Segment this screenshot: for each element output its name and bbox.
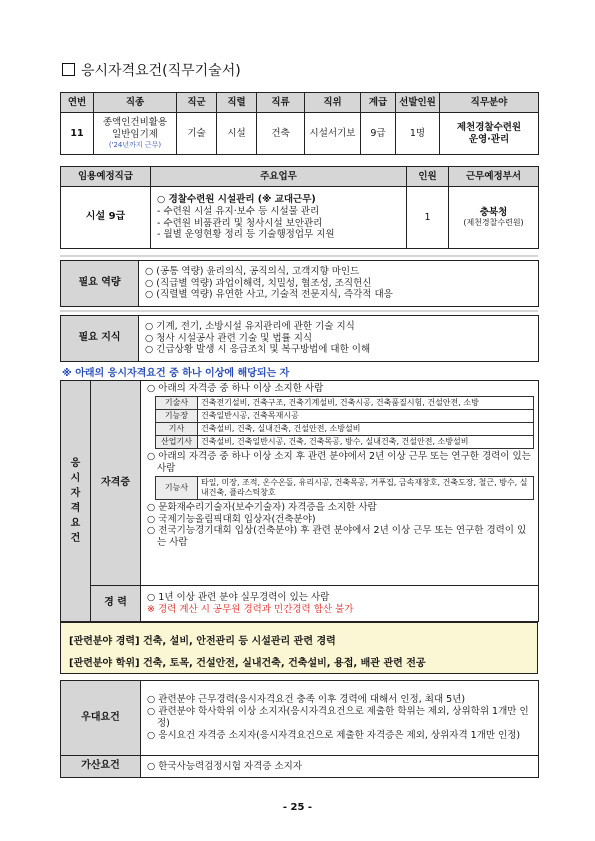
competency-table [60, 260, 539, 307]
cert-grade: 기술사 [156, 396, 198, 409]
preference-item: ○ 응시요건 자격증 소지자(응시자격요건으로 제출한 자격증은 제외, 상위자격 1개만 인정) [147, 729, 521, 741]
cert-intro: ○ 아래의 자격증 중 하나 이상 소지한 사람 [147, 383, 324, 394]
section-heading [62, 60, 241, 80]
cert-names: 건축설비, 건축, 실내건축, 건설안전, 소방설비 [198, 422, 534, 435]
post-field [440, 113, 539, 155]
cert-names: 타일, 미장, 조적, 온수온돌, 유리시공, 건축목공, 거푸집, 금속재창호, 건축도장, 철근, 방수, 실내건축, 플라스틱창호 [198, 476, 534, 499]
duty-dept [449, 187, 539, 249]
knowledge-table [60, 315, 539, 362]
related-degree-line [69, 654, 426, 669]
post-type [94, 113, 177, 155]
post-field-line2: 운영·관리 [468, 133, 510, 145]
dept-main: 충북청 [479, 206, 508, 218]
cert-table-1 [155, 396, 534, 449]
col-header: 계급 [361, 93, 396, 113]
duty-item: - 수련원 비품관리 및 청사시설 보안관리 [157, 217, 323, 229]
preference-item: ○ 관련분야 근무경력(응시자격요건 충족 이후 경력에 대해서 인정, 최대 5년) [147, 694, 466, 706]
post-count: 1명 [396, 113, 440, 155]
cert-grade: 기능사 [156, 476, 198, 499]
knowledge-label: 필요 지식 [61, 316, 139, 362]
cert-grade: 기사 [156, 422, 198, 435]
bonus-label: 가산요건 [61, 756, 141, 778]
knowledge-list [139, 316, 539, 362]
post-series: 시설 [217, 113, 257, 155]
eligibility-notice: ※ 아래의 응시자격요건 중 하나 이상에 해당되는 자 [62, 368, 290, 379]
competency-item: ○ (직급별 역량) 과업이해력, 치밀성, 협조성, 조직헌신 [145, 277, 372, 289]
post-type-note: ('24년까지 근무) [108, 141, 162, 149]
post-type-line1: 종액인건비활용 [102, 117, 168, 129]
related-career-value: 건축, 설비, 안전관리 등 시설관리 관련 경력 [143, 636, 336, 647]
cert-extra-item: ○ 국제기능올림픽대회 입상자(건축분야) [147, 513, 316, 525]
dept-sub: (제천경찰수련원) [463, 218, 524, 228]
duty-item: ○ 경찰수련원 시설관리 (※ 교대근무) [157, 193, 316, 205]
duty-rank: 시설 9급 [61, 187, 151, 249]
col-header: 직무분야 [440, 93, 539, 113]
post-no: 11 [61, 113, 94, 155]
cert-extra-item: ○ 문화재수리기술자(보수기술자) 자격증을 소지한 사람 [147, 501, 377, 513]
related-degree-value: 건축, 토목, 건설안전, 실내건축, 건축설비, 용접, 배관 관련 전공 [143, 658, 426, 669]
cert-names: 건축설비, 건축일반시공, 건축, 건축목공, 방수, 실내건축, 건설안전, 소방설비 [198, 435, 534, 448]
heading-text: 응시자격요건(직무기술서) [81, 63, 241, 79]
qualification-vertical-label [61, 381, 91, 622]
col-header: 연번 [61, 93, 94, 113]
cert-names: 건축전기설비, 건축구조, 건축기계설비, 건축시공, 건축품질시험, 건설안전, 소방 [198, 396, 534, 409]
col-header: 직렬 [217, 93, 257, 113]
career-label: 경 력 [91, 586, 141, 622]
career-item: ○ 1년 이상 관련 분야 실무경력이 있는 사람 [147, 591, 330, 603]
preference-table [60, 680, 539, 778]
cert-extra-item: ○ 전국기능경기대회 입상(건축분야) 후 관련 분야에서 2년 이상 근무 또는 연구한 경력이 있는 사람 [147, 525, 527, 549]
cert-names: 건축일반시공, 건축목재시공 [198, 409, 534, 422]
col-header: 주요업무 [151, 167, 407, 187]
cert-intro: ○ 아래의 자격증 중 하나 이상 소지 후 관련 분야에서 2년 이상 근무 또는 연구한 경력이 있는 사람 [147, 450, 531, 474]
cert-cell [141, 381, 539, 586]
cert-grade: 기능장 [156, 409, 198, 422]
duty-headcount: 1 [407, 187, 449, 249]
related-career-label: [관련분야 경력] [69, 636, 140, 647]
qualification-table [60, 380, 539, 622]
preference-item: ○ 관련분야 학사학위 이상 소지자(응시자격요건으로 제출한 학위는 제외, 상위학위 1개만 인정) [147, 706, 529, 729]
checkbox-icon [62, 63, 75, 76]
divider [60, 310, 538, 312]
cert-label: 자격증 [91, 381, 141, 586]
post-grade: 9급 [361, 113, 396, 155]
career-cell [141, 586, 539, 622]
knowledge-item: ○ 기계, 전기, 소방시설 유지관리에 관한 기술 지식 [145, 320, 355, 332]
col-header: 임용예정직급 [61, 167, 151, 187]
preference-label: 우대요건 [61, 681, 141, 756]
post-group: 기술 [177, 113, 217, 155]
post-position: 시설서기보 [305, 113, 361, 155]
related-field-box [60, 622, 538, 674]
post-table [60, 92, 539, 155]
page-number: - 25 - [282, 802, 313, 813]
post-class: 건축 [257, 113, 305, 155]
competency-list [139, 261, 539, 307]
col-header: 인원 [407, 167, 449, 187]
col-header: 직류 [257, 93, 305, 113]
career-note: ※ 경력 계산 시 공무원 경력과 민간경력 합산 불가 [147, 603, 354, 615]
preference-cell [141, 681, 539, 756]
col-header: 선발인원 [396, 93, 440, 113]
knowledge-item: ○ 청사 시설공사 관련 기술 및 법률 지식 [145, 332, 313, 344]
related-degree-label: [관련분야 학위] [69, 658, 140, 669]
duty-item: - 월별 운영현황 정리 등 기술행정업무 지원 [157, 229, 335, 241]
cert-grade: 산업기사 [156, 435, 198, 448]
knowledge-item: ○ 긴급상황 발생 시 응급조치 및 복구방법에 대한 이해 [145, 344, 371, 356]
divider [60, 255, 538, 257]
competency-item: ○ (직렬별 역량) 유연한 사고, 기술적 전문지식, 즉각적 대응 [145, 289, 393, 301]
duty-item: - 수련원 시설 유지·보수 등 시설물 관리 [157, 205, 320, 217]
post-type-line2: 일반임기제 [112, 129, 158, 141]
col-header: 근무예정부서 [449, 167, 539, 187]
col-header: 직종 [94, 93, 177, 113]
competency-item: ○ (공통 역량) 윤리의식, 공직의식, 고객지향 마인드 [145, 265, 360, 277]
related-career-line [69, 632, 336, 647]
post-field-line1: 제천경찰수련원 [456, 121, 522, 133]
vertical-text: 응시자격요건 [70, 458, 81, 544]
competency-label: 필요 역량 [61, 261, 139, 307]
col-header: 직위 [305, 93, 361, 113]
cert-table-2 [155, 476, 534, 500]
duty-table [60, 166, 539, 249]
col-header: 직군 [177, 93, 217, 113]
duty-list [151, 187, 407, 249]
bonus-item: ○ 한국사능력검정시험 자격증 소지자 [141, 756, 539, 778]
